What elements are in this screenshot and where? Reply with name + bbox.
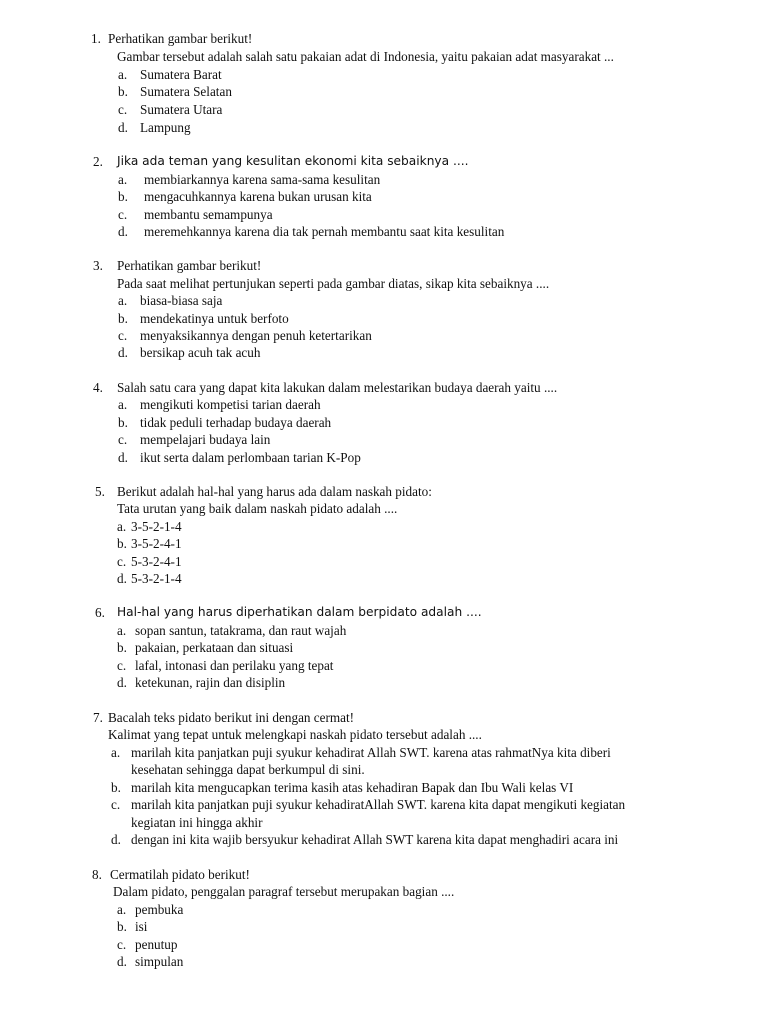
option-letter: c.: [118, 102, 128, 117]
question-prompt: Bacalah teks pidato berikut ini dengan cermat!: [108, 710, 355, 725]
option-letter: d.: [117, 571, 127, 586]
option-text: marilah kita panjatkan puji syukur kehadirat Allah SWT. karena atas rahmatNya kita diberi: [131, 745, 611, 760]
question-number: 3.: [93, 258, 103, 273]
option-text: ikut serta dalam perlombaan tarian K-Pop: [140, 450, 361, 465]
option-letter: b.: [117, 919, 127, 934]
option-text: penutup: [135, 937, 178, 952]
option-text: pembuka: [135, 902, 184, 917]
option-text: sopan santun, tatakrama, dan raut wajah: [135, 623, 347, 638]
option-text: 3-5-2-1-4: [131, 519, 182, 534]
option-letter: d.: [118, 120, 128, 135]
question-number: 2.: [93, 154, 103, 169]
option-letter: c.: [118, 328, 128, 343]
question-number: 4.: [93, 380, 103, 395]
option-letter: a.: [118, 397, 128, 412]
question-stem: Dalam pidato, penggalan paragraf tersebut merupakan bagian ....: [113, 884, 455, 899]
option-letter: b.: [118, 415, 128, 430]
option-letter: c.: [117, 554, 127, 569]
question-prompt: Hal-hal yang harus diperhatikan dalam berpidato adalah ....: [117, 605, 482, 619]
option-text: menyaksikannya dengan penuh ketertarikan: [140, 328, 372, 343]
option-letter: a.: [118, 67, 128, 82]
question-stem: Kalimat yang tepat untuk melengkapi naskah pidato tersebut adalah ....: [108, 727, 482, 742]
option-text: Lampung: [140, 120, 191, 135]
option-text: ketekunan, rajin dan disiplin: [135, 675, 286, 690]
question-prompt: Perhatikan gambar berikut!: [108, 31, 253, 46]
option-letter: a.: [118, 293, 128, 308]
question-number: 1.: [91, 31, 101, 46]
option-letter: b.: [117, 640, 127, 655]
option-letter: b.: [111, 780, 121, 795]
option-text: dengan ini kita wajib bersyukur kehadirat Allah SWT karena kita dapat menghadiri acara ini: [131, 832, 619, 847]
question-number: 5.: [95, 484, 105, 499]
question-number: 8.: [92, 867, 102, 882]
option-text: lafal, intonasi dan perilaku yang tepat: [135, 658, 334, 673]
option-text: mengacuhkannya karena bukan urusan kita: [144, 189, 372, 204]
question-prompt: Jika ada teman yang kesulitan ekonomi kita sebaiknya ....: [117, 154, 469, 168]
option-text: Sumatera Selatan: [140, 84, 232, 99]
option-text: mengikuti kompetisi tarian daerah: [140, 397, 321, 412]
question-stem: Gambar tersebut adalah salah satu pakaian adat di Indonesia, yaitu pakaian adat masyarakat ...: [117, 49, 614, 64]
option-text: membiarkannya karena sama-sama kesulitan: [144, 172, 381, 187]
option-text: Sumatera Barat: [140, 67, 222, 82]
option-text: mendekatinya untuk berfoto: [140, 311, 289, 326]
option-letter: c.: [117, 658, 127, 673]
option-text: marilah kita panjatkan puji syukur kehadiratAllah SWT. karena kita dapat mengikuti kegiatan: [131, 797, 626, 812]
option-letter: c.: [118, 432, 128, 447]
question-stem: Tata urutan yang baik dalam naskah pidato adalah ....: [117, 501, 398, 516]
option-letter: d.: [118, 345, 128, 360]
option-letter: d.: [118, 224, 128, 239]
option-text: 3-5-2-4-1: [131, 536, 182, 551]
option-text: isi: [135, 919, 148, 934]
option-text: 5-3-2-4-1: [131, 554, 182, 569]
option-text: Sumatera Utara: [140, 102, 223, 117]
option-text-continued: kesehatan sehingga dapat berkumpul di sini.: [131, 762, 365, 777]
option-text: mempelajari budaya lain: [140, 432, 271, 447]
option-letter: d.: [111, 832, 121, 847]
question-prompt: Cermatilah pidato berikut!: [110, 867, 250, 882]
option-letter: d.: [118, 450, 128, 465]
option-letter: a.: [118, 172, 128, 187]
question-prompt: Perhatikan gambar berikut!: [117, 258, 262, 273]
option-text-continued: kegiatan ini hingga akhir: [131, 815, 263, 830]
question-prompt: Salah satu cara yang dapat kita lakukan dalam melestarikan budaya daerah yaitu ....: [117, 380, 558, 395]
option-letter: a.: [117, 623, 127, 638]
option-letter: b.: [118, 189, 128, 204]
option-letter: c.: [118, 207, 128, 222]
option-letter: d.: [117, 954, 127, 969]
option-letter: d.: [117, 675, 127, 690]
question-number: 7.: [93, 710, 103, 725]
option-letter: a.: [111, 745, 121, 760]
option-text: bersikap acuh tak acuh: [140, 345, 261, 360]
option-text: tidak peduli terhadap budaya daerah: [140, 415, 332, 430]
option-letter: b.: [118, 311, 128, 326]
question-stem: Pada saat melihat pertunjukan seperti pada gambar diatas, sikap kita sebaiknya ....: [117, 276, 550, 291]
option-letter: c.: [111, 797, 121, 812]
option-letter: b.: [118, 84, 128, 99]
option-text: 5-3-2-1-4: [131, 571, 182, 586]
option-text: pakaian, perkataan dan situasi: [135, 640, 294, 655]
option-text: membantu semampunya: [144, 207, 273, 222]
option-letter: b.: [117, 536, 127, 551]
question-number: 6.: [95, 605, 105, 620]
option-text: meremehkannya karena dia tak pernah membantu saat kita kesulitan: [144, 224, 505, 239]
option-letter: c.: [117, 937, 127, 952]
option-letter: a.: [117, 902, 127, 917]
option-text: biasa-biasa saja: [140, 293, 223, 308]
option-text: marilah kita mengucapkan terima kasih atas kehadiran Bapak dan Ibu Wali kelas VI: [131, 780, 574, 795]
question-prompt: Berikut adalah hal-hal yang harus ada dalam naskah pidato:: [117, 484, 432, 499]
option-text: simpulan: [135, 954, 184, 969]
option-letter: a.: [117, 519, 127, 534]
